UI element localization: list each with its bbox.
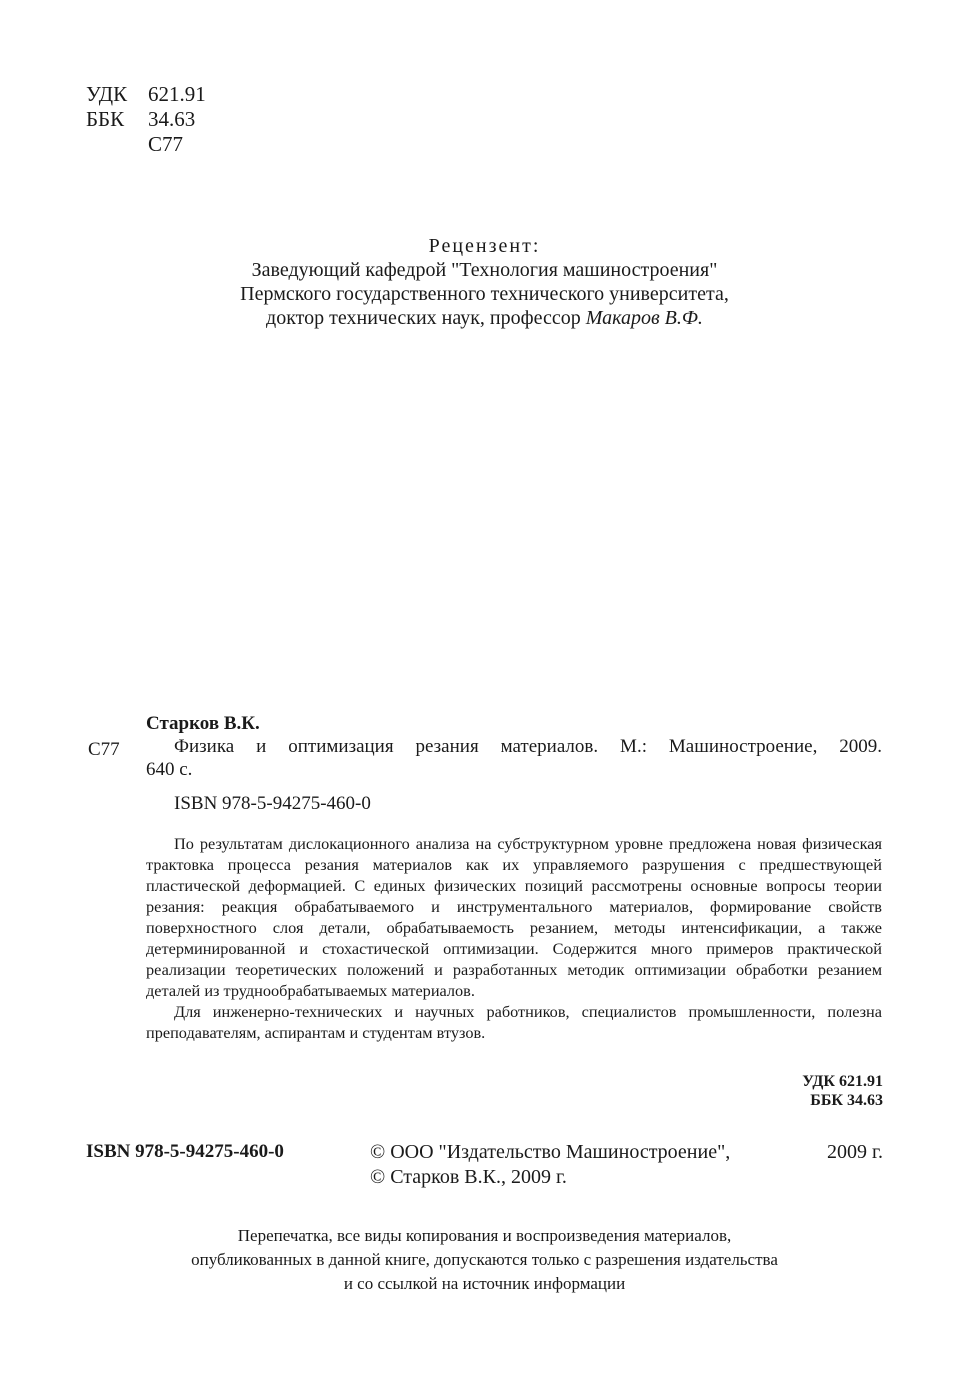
reviewer-title: Рецензент: [428, 235, 541, 257]
reprint-notice [0, 1224, 969, 1296]
abstract-paragraph-1: По результатам дислокационного анализа на субструктурном уровне предложена новая физическая трактовка процесса резания материалов как их управляемого разрушения с предшествующей пластической деформацией. С единых физических позиций рассмотрены основные вопросы теории резания: реакция обрабатываемого и инструментального материалов, формирование свойств поверхностного слоя детали, обрабатываемость резанием, методы интенсификации, а также детерминированной и стохастической оптимизации. Содержится много примеров практической реализации теоретических положений и разработанных методик оптимизации обработки резанием деталей из труднообрабатываемых материалов. [146, 834, 882, 1000]
reviewer-line-3 [0, 306, 969, 330]
bib-code: С77 [88, 739, 120, 760]
publisher-copyright-year: 2009 г. [827, 1141, 883, 1163]
reprint-line-1: Перепечатка, все виды копирования и воспроизведения материалов, [237, 1226, 732, 1245]
abstract [146, 833, 882, 1043]
bbk-value: 34.63 [148, 107, 196, 131]
udk-bbk-block [620, 1072, 883, 1110]
udk-row [86, 82, 206, 107]
author-copyright: © Старков В.К., 2009 г. [370, 1166, 567, 1188]
author-mark-label [86, 132, 148, 157]
udk-bold: УДК 621.91 [802, 1073, 883, 1090]
author-mark-value: С77 [148, 132, 184, 156]
reviewer-position: доктор технических наук, профессор [266, 307, 586, 329]
classification-block [86, 82, 206, 157]
udk-label: УДК [86, 82, 128, 106]
bbk-bold: ББК 34.63 [810, 1092, 883, 1109]
abstract-paragraph-2: Для инженерно-технических и научных работников, специалистов промышленности, полезна преподавателям, аспирантам и студентам втузов. [146, 1002, 882, 1042]
reviewer-line-1: Заведующий кафедрой "Технология машиностроения" [251, 259, 718, 281]
author-mark-row [86, 132, 206, 157]
copyright-isbn: ISBN 978-5-94275-460-0 [86, 1141, 284, 1162]
publisher-copyright-text: © ООО "Издательство Машиностроение", [370, 1141, 731, 1163]
reprint-line-2: опубликованных в данной книге, допускаются только с разрешения издательства [191, 1250, 778, 1269]
reprint-line-3: и со ссылкой на источник информации [343, 1274, 626, 1293]
reviewer-block [0, 234, 969, 330]
bib-title: Физика и оптимизация резания материалов. М.: Машиностроение, 2009. [174, 736, 882, 757]
bbk-label: ББК [86, 107, 125, 131]
bbk-row [86, 107, 206, 132]
bib-isbn: ISBN 978-5-94275-460-0 [174, 793, 371, 814]
bib-pages: 640 с. [146, 759, 193, 780]
udk-value: 621.91 [148, 82, 206, 106]
reviewer-name: Макаров В.Ф. [585, 307, 703, 329]
bib-author: Старков В.К. [146, 713, 260, 734]
publisher-copyright [370, 1141, 883, 1164]
reviewer-line-2: Пермского государственного технического университета, [240, 283, 729, 305]
